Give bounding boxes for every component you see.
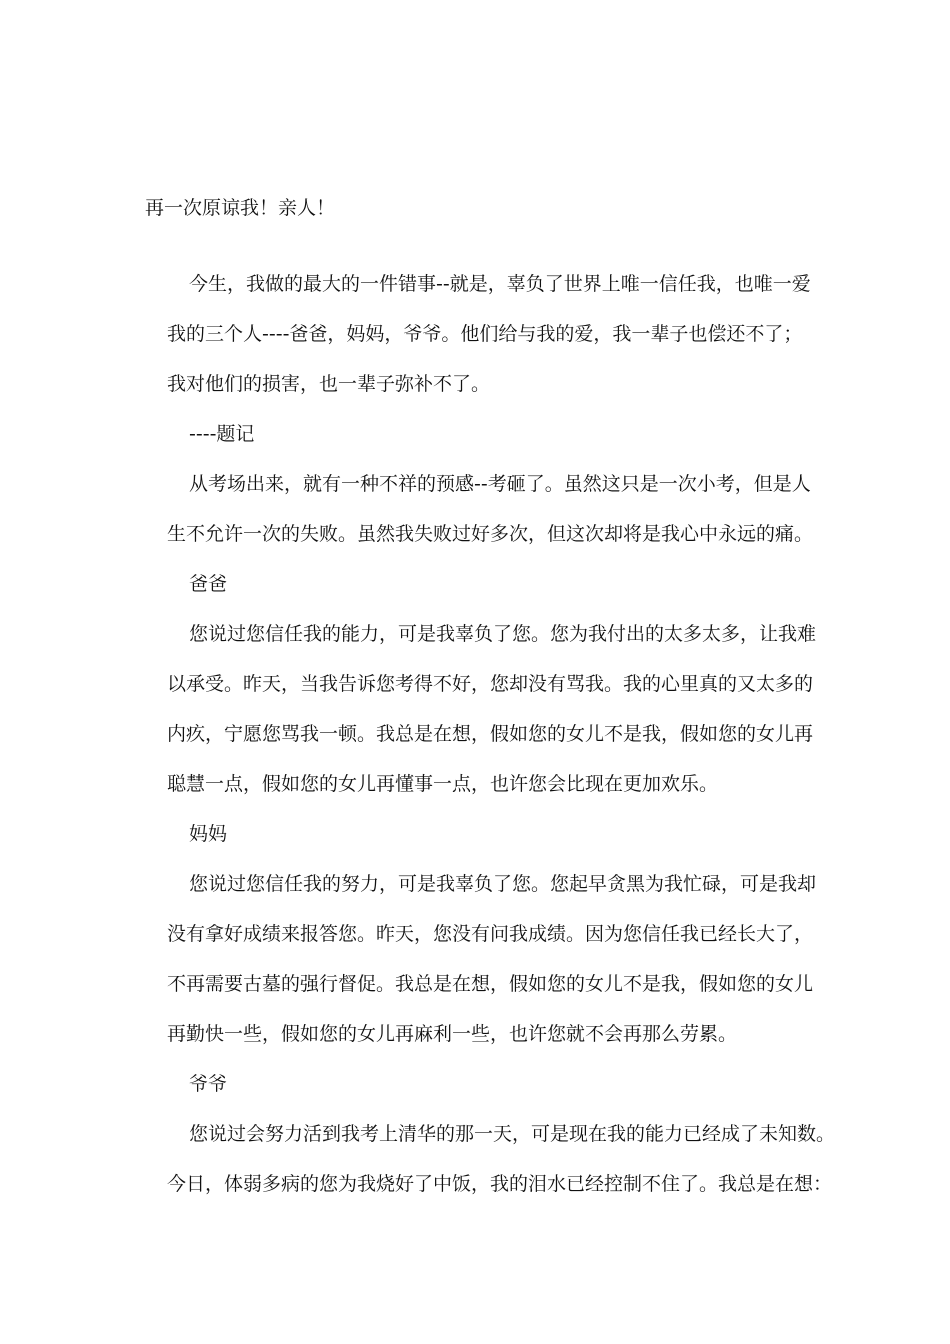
paragraph: [145, 459, 815, 559]
paragraph-list: [145, 259, 836, 1209]
paragraph: [145, 809, 815, 859]
paragraph-line: 妈妈: [189, 823, 228, 845]
paragraph-line: 不再需要古墓的强行督促。我总是在想，假如您的女儿不是我，假如您的女儿: [167, 973, 814, 995]
paragraph-line: 今生，我做的最大的一件错事--就是，辜负了世界上唯一信任我，也唯一爱: [189, 273, 811, 295]
paragraph: [145, 1109, 836, 1209]
paragraph-line: 聪慧一点，假如您的女儿再懂事一点，也许您会比现在更加欢乐。: [167, 773, 719, 795]
paragraph-line: 我的三个人----爸爸，妈妈，爷爷。他们给与我的爱，我一辈子也偿还不了；: [167, 323, 803, 345]
paragraph-line: 今日，体弱多病的您为我烧好了中饭，我的泪水已经控制不住了。我总是在想：: [167, 1173, 833, 1195]
document-title: 再一次原谅我！亲人！: [145, 197, 336, 219]
paragraph-line: 从考场出来，就有一种不祥的预感--考砸了。虽然这只是一次小考，但是人: [189, 473, 811, 495]
document-body: [145, 183, 836, 1209]
paragraph-line: 生不允许一次的失败。虽然我失败过好多次，但这次却将是我心中永远的痛。: [167, 523, 814, 545]
paragraph-line: 您说过您信任我的能力，可是我辜负了您。您为我付出的太多太多，让我难: [189, 623, 817, 645]
paragraph-line: 再勤快一些，假如您的女儿再麻利一些，也许您就不会再那么劳累。: [167, 1023, 738, 1045]
paragraph-line: 爸爸: [189, 573, 228, 595]
paragraph-line: 您说过会努力活到我考上清华的那一天，可是现在我的能力已经成了未知数。: [189, 1123, 836, 1145]
paragraph: [145, 259, 815, 409]
paragraph: [145, 609, 815, 809]
paragraph: [145, 559, 815, 609]
paragraph: [145, 409, 815, 459]
paragraph-line: 内疚，宁愿您骂我一顿。我总是在想，假如您的女儿不是我，假如您的女儿再: [167, 723, 814, 745]
paragraph-line: ----题记: [189, 423, 255, 445]
paragraph: [145, 1059, 815, 1109]
paragraph-line: 没有拿好成绩来报答您。昨天，您没有问我成绩。因为您信任我已经长大了，: [167, 923, 814, 945]
paragraph-line: 您说过您信任我的努力，可是我辜负了您。您起早贪黑为我忙碌，可是我却: [189, 873, 817, 895]
paragraph: [145, 859, 815, 1059]
paragraph-line: 以承受。昨天，当我告诉您考得不好，您却没有骂我。我的心里真的又太多的: [167, 673, 814, 695]
paragraph-line: 我对他们的损害，也一辈子弥补不了。: [167, 373, 491, 395]
paragraph-line: 爷爷: [189, 1073, 228, 1095]
